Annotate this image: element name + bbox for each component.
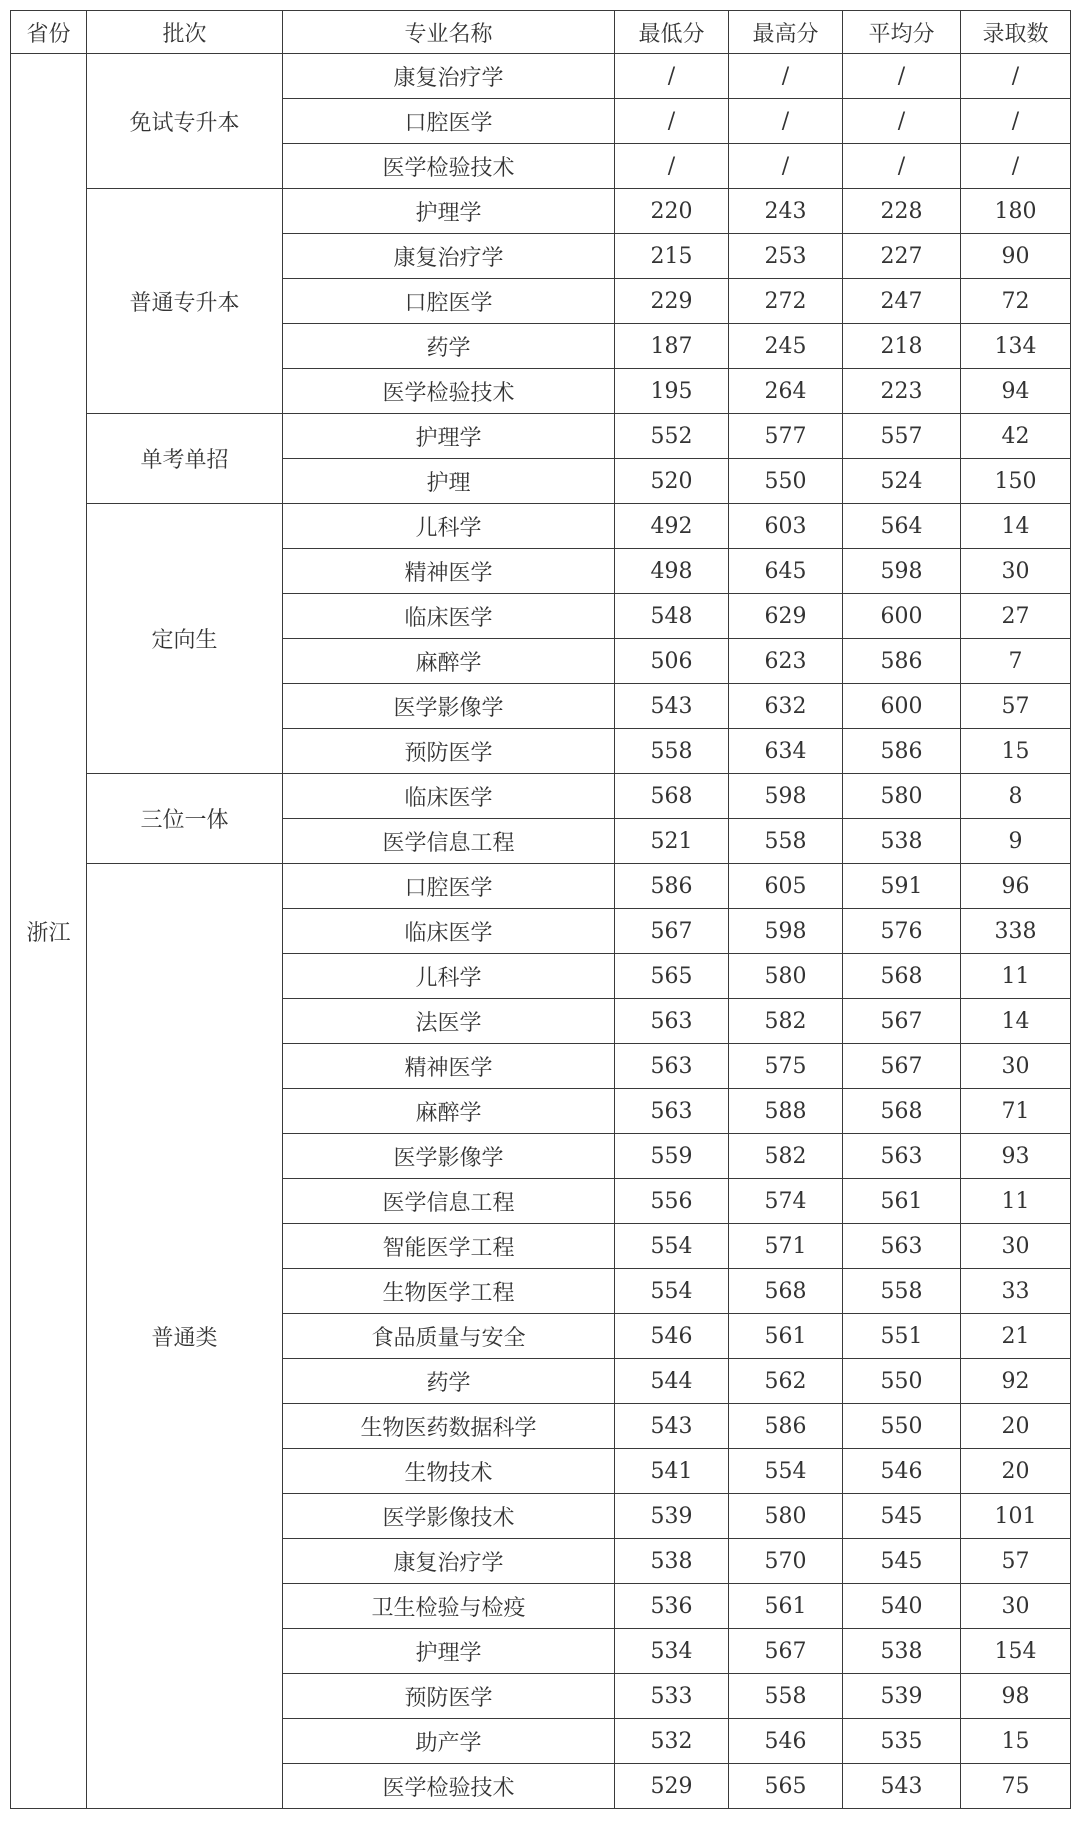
admitted-count-cell: / <box>961 144 1071 189</box>
avg-score-cell: 567 <box>843 1044 961 1089</box>
max-score-cell: / <box>729 99 843 144</box>
min-score-cell: 559 <box>615 1134 729 1179</box>
admitted-count-cell: 27 <box>961 594 1071 639</box>
admitted-count-cell: 338 <box>961 909 1071 954</box>
batch-cell: 免试专升本 <box>87 54 283 189</box>
max-score-cell: 574 <box>729 1179 843 1224</box>
min-score-cell: / <box>615 54 729 99</box>
max-score-cell: 645 <box>729 549 843 594</box>
major-cell: 医学检验技术 <box>283 144 615 189</box>
admitted-count-cell: 30 <box>961 1584 1071 1629</box>
header-min-score: 最低分 <box>615 11 729 54</box>
table-header <box>11 11 1071 54</box>
avg-score-cell: 539 <box>843 1674 961 1719</box>
avg-score-cell: 227 <box>843 234 961 279</box>
admitted-count-cell: / <box>961 54 1071 99</box>
header-max-score: 最高分 <box>729 11 843 54</box>
min-score-cell: 586 <box>615 864 729 909</box>
admitted-count-cell: 101 <box>961 1494 1071 1539</box>
min-score-cell: 529 <box>615 1764 729 1809</box>
max-score-cell: 623 <box>729 639 843 684</box>
header-major: 专业名称 <box>283 11 615 54</box>
major-cell: 护理 <box>283 459 615 504</box>
header-province: 省份 <box>11 11 87 54</box>
avg-score-cell: 598 <box>843 549 961 594</box>
max-score-cell: 567 <box>729 1629 843 1674</box>
avg-score-cell: / <box>843 99 961 144</box>
max-score-cell: 582 <box>729 1134 843 1179</box>
avg-score-cell: 545 <box>843 1539 961 1584</box>
max-score-cell: 558 <box>729 819 843 864</box>
major-cell: 护理学 <box>283 414 615 459</box>
major-cell: 儿科学 <box>283 504 615 549</box>
avg-score-cell: 568 <box>843 954 961 999</box>
major-cell: 生物技术 <box>283 1449 615 1494</box>
admitted-count-cell: 8 <box>961 774 1071 819</box>
major-cell: 医学检验技术 <box>283 1764 615 1809</box>
avg-score-cell: 600 <box>843 684 961 729</box>
admitted-count-cell: 92 <box>961 1359 1071 1404</box>
admitted-count-cell: 150 <box>961 459 1071 504</box>
max-score-cell: / <box>729 54 843 99</box>
batch-cell: 三位一体 <box>87 774 283 864</box>
avg-score-cell: 591 <box>843 864 961 909</box>
major-cell: 药学 <box>283 324 615 369</box>
major-cell: 口腔医学 <box>283 279 615 324</box>
avg-score-cell: 228 <box>843 189 961 234</box>
admission-score-table <box>10 10 1071 1809</box>
avg-score-cell: 568 <box>843 1089 961 1134</box>
max-score-cell: 264 <box>729 369 843 414</box>
min-score-cell: 521 <box>615 819 729 864</box>
major-cell: 康复治疗学 <box>283 234 615 279</box>
major-cell: 智能医学工程 <box>283 1224 615 1269</box>
admitted-count-cell: 71 <box>961 1089 1071 1134</box>
admitted-count-cell: 11 <box>961 954 1071 999</box>
min-score-cell: 215 <box>615 234 729 279</box>
admitted-count-cell: 30 <box>961 549 1071 594</box>
min-score-cell: 533 <box>615 1674 729 1719</box>
avg-score-cell: 567 <box>843 999 961 1044</box>
major-cell: 口腔医学 <box>283 864 615 909</box>
avg-score-cell: 550 <box>843 1359 961 1404</box>
min-score-cell: 498 <box>615 549 729 594</box>
min-score-cell: 563 <box>615 999 729 1044</box>
max-score-cell: 603 <box>729 504 843 549</box>
min-score-cell: 567 <box>615 909 729 954</box>
min-score-cell: 563 <box>615 1044 729 1089</box>
max-score-cell: 632 <box>729 684 843 729</box>
max-score-cell: 582 <box>729 999 843 1044</box>
avg-score-cell: 546 <box>843 1449 961 1494</box>
min-score-cell: 544 <box>615 1359 729 1404</box>
max-score-cell: 580 <box>729 1494 843 1539</box>
major-cell: 精神医学 <box>283 549 615 594</box>
major-cell: 康复治疗学 <box>283 54 615 99</box>
admitted-count-cell: 15 <box>961 1719 1071 1764</box>
admitted-count-cell: 90 <box>961 234 1071 279</box>
avg-score-cell: 223 <box>843 369 961 414</box>
major-cell: 医学影像学 <box>283 1134 615 1179</box>
min-score-cell: 536 <box>615 1584 729 1629</box>
admitted-count-cell: 11 <box>961 1179 1071 1224</box>
min-score-cell: 548 <box>615 594 729 639</box>
min-score-cell: 554 <box>615 1269 729 1314</box>
major-cell: 医学影像学 <box>283 684 615 729</box>
admitted-count-cell: 30 <box>961 1224 1071 1269</box>
min-score-cell: 229 <box>615 279 729 324</box>
avg-score-cell: / <box>843 144 961 189</box>
header-admitted-count: 录取数 <box>961 11 1071 54</box>
min-score-cell: 187 <box>615 324 729 369</box>
avg-score-cell: 538 <box>843 819 961 864</box>
min-score-cell: 539 <box>615 1494 729 1539</box>
major-cell: 麻醉学 <box>283 1089 615 1134</box>
admitted-count-cell: 14 <box>961 504 1071 549</box>
max-score-cell: 634 <box>729 729 843 774</box>
avg-score-cell: 218 <box>843 324 961 369</box>
major-cell: 医学检验技术 <box>283 369 615 414</box>
admitted-count-cell: 33 <box>961 1269 1071 1314</box>
max-score-cell: 561 <box>729 1584 843 1629</box>
max-score-cell: 243 <box>729 189 843 234</box>
avg-score-cell: 550 <box>843 1404 961 1449</box>
avg-score-cell: 576 <box>843 909 961 954</box>
max-score-cell: 570 <box>729 1539 843 1584</box>
min-score-cell: 492 <box>615 504 729 549</box>
min-score-cell: 220 <box>615 189 729 234</box>
max-score-cell: 629 <box>729 594 843 639</box>
admitted-count-cell: 180 <box>961 189 1071 234</box>
table-row <box>11 504 1071 549</box>
min-score-cell: 543 <box>615 1404 729 1449</box>
max-score-cell: 561 <box>729 1314 843 1359</box>
admitted-count-cell: 72 <box>961 279 1071 324</box>
max-score-cell: / <box>729 144 843 189</box>
avg-score-cell: 563 <box>843 1134 961 1179</box>
max-score-cell: 571 <box>729 1224 843 1269</box>
major-cell: 护理学 <box>283 189 615 234</box>
admitted-count-cell: 94 <box>961 369 1071 414</box>
admitted-count-cell: 93 <box>961 1134 1071 1179</box>
max-score-cell: 586 <box>729 1404 843 1449</box>
major-cell: 法医学 <box>283 999 615 1044</box>
major-cell: 助产学 <box>283 1719 615 1764</box>
major-cell: 口腔医学 <box>283 99 615 144</box>
admitted-count-cell: 15 <box>961 729 1071 774</box>
avg-score-cell: 538 <box>843 1629 961 1674</box>
avg-score-cell: 558 <box>843 1269 961 1314</box>
max-score-cell: 588 <box>729 1089 843 1134</box>
min-score-cell: / <box>615 99 729 144</box>
max-score-cell: 565 <box>729 1764 843 1809</box>
major-cell: 临床医学 <box>283 909 615 954</box>
max-score-cell: 245 <box>729 324 843 369</box>
max-score-cell: 546 <box>729 1719 843 1764</box>
avg-score-cell: 535 <box>843 1719 961 1764</box>
admitted-count-cell: 98 <box>961 1674 1071 1719</box>
admitted-count-cell: 42 <box>961 414 1071 459</box>
max-score-cell: 554 <box>729 1449 843 1494</box>
min-score-cell: 563 <box>615 1089 729 1134</box>
max-score-cell: 580 <box>729 954 843 999</box>
major-cell: 医学信息工程 <box>283 819 615 864</box>
min-score-cell: 568 <box>615 774 729 819</box>
max-score-cell: 562 <box>729 1359 843 1404</box>
major-cell: 康复治疗学 <box>283 1539 615 1584</box>
min-score-cell: 558 <box>615 729 729 774</box>
table-row <box>11 189 1071 234</box>
avg-score-cell: 564 <box>843 504 961 549</box>
major-cell: 精神医学 <box>283 1044 615 1089</box>
admitted-count-cell: 20 <box>961 1449 1071 1494</box>
major-cell: 儿科学 <box>283 954 615 999</box>
max-score-cell: 568 <box>729 1269 843 1314</box>
min-score-cell: 195 <box>615 369 729 414</box>
max-score-cell: 577 <box>729 414 843 459</box>
table-row <box>11 864 1071 909</box>
major-cell: 预防医学 <box>283 1674 615 1719</box>
admitted-count-cell: 30 <box>961 1044 1071 1089</box>
min-score-cell: 554 <box>615 1224 729 1269</box>
avg-score-cell: 247 <box>843 279 961 324</box>
avg-score-cell: 551 <box>843 1314 961 1359</box>
table-container <box>10 10 1071 1809</box>
admitted-count-cell: 9 <box>961 819 1071 864</box>
min-score-cell: / <box>615 144 729 189</box>
major-cell: 食品质量与安全 <box>283 1314 615 1359</box>
major-cell: 临床医学 <box>283 594 615 639</box>
table-row <box>11 414 1071 459</box>
batch-cell: 普通类 <box>87 864 283 1809</box>
table-body <box>11 54 1071 1809</box>
admitted-count-cell: 57 <box>961 1539 1071 1584</box>
avg-score-cell: 524 <box>843 459 961 504</box>
min-score-cell: 506 <box>615 639 729 684</box>
max-score-cell: 575 <box>729 1044 843 1089</box>
header-batch: 批次 <box>87 11 283 54</box>
min-score-cell: 552 <box>615 414 729 459</box>
avg-score-cell: 557 <box>843 414 961 459</box>
admitted-count-cell: 75 <box>961 1764 1071 1809</box>
admitted-count-cell: 20 <box>961 1404 1071 1449</box>
avg-score-cell: 580 <box>843 774 961 819</box>
avg-score-cell: 586 <box>843 639 961 684</box>
min-score-cell: 538 <box>615 1539 729 1584</box>
major-cell: 生物医药数据科学 <box>283 1404 615 1449</box>
major-cell: 医学信息工程 <box>283 1179 615 1224</box>
batch-cell: 单考单招 <box>87 414 283 504</box>
admitted-count-cell: 134 <box>961 324 1071 369</box>
admitted-count-cell: 154 <box>961 1629 1071 1674</box>
max-score-cell: 605 <box>729 864 843 909</box>
avg-score-cell: 543 <box>843 1764 961 1809</box>
min-score-cell: 532 <box>615 1719 729 1764</box>
max-score-cell: 253 <box>729 234 843 279</box>
avg-score-cell: 563 <box>843 1224 961 1269</box>
avg-score-cell: 586 <box>843 729 961 774</box>
major-cell: 生物医学工程 <box>283 1269 615 1314</box>
header-avg-score: 平均分 <box>843 11 961 54</box>
major-cell: 护理学 <box>283 1629 615 1674</box>
major-cell: 药学 <box>283 1359 615 1404</box>
admitted-count-cell: 14 <box>961 999 1071 1044</box>
major-cell: 预防医学 <box>283 729 615 774</box>
min-score-cell: 541 <box>615 1449 729 1494</box>
admitted-count-cell: / <box>961 99 1071 144</box>
province-cell: 浙江 <box>11 54 87 1809</box>
major-cell: 麻醉学 <box>283 639 615 684</box>
major-cell: 卫生检验与检疫 <box>283 1584 615 1629</box>
table-row <box>11 54 1071 99</box>
min-score-cell: 556 <box>615 1179 729 1224</box>
batch-cell: 普通专升本 <box>87 189 283 414</box>
max-score-cell: 558 <box>729 1674 843 1719</box>
admitted-count-cell: 7 <box>961 639 1071 684</box>
major-cell: 临床医学 <box>283 774 615 819</box>
admitted-count-cell: 21 <box>961 1314 1071 1359</box>
min-score-cell: 520 <box>615 459 729 504</box>
avg-score-cell: 540 <box>843 1584 961 1629</box>
max-score-cell: 598 <box>729 909 843 954</box>
batch-cell: 定向生 <box>87 504 283 774</box>
max-score-cell: 272 <box>729 279 843 324</box>
min-score-cell: 565 <box>615 954 729 999</box>
avg-score-cell: / <box>843 54 961 99</box>
admitted-count-cell: 57 <box>961 684 1071 729</box>
avg-score-cell: 561 <box>843 1179 961 1224</box>
max-score-cell: 550 <box>729 459 843 504</box>
avg-score-cell: 600 <box>843 594 961 639</box>
min-score-cell: 546 <box>615 1314 729 1359</box>
header-row <box>11 11 1071 54</box>
admitted-count-cell: 96 <box>961 864 1071 909</box>
max-score-cell: 598 <box>729 774 843 819</box>
table-row <box>11 774 1071 819</box>
min-score-cell: 543 <box>615 684 729 729</box>
major-cell: 医学影像技术 <box>283 1494 615 1539</box>
avg-score-cell: 545 <box>843 1494 961 1539</box>
min-score-cell: 534 <box>615 1629 729 1674</box>
